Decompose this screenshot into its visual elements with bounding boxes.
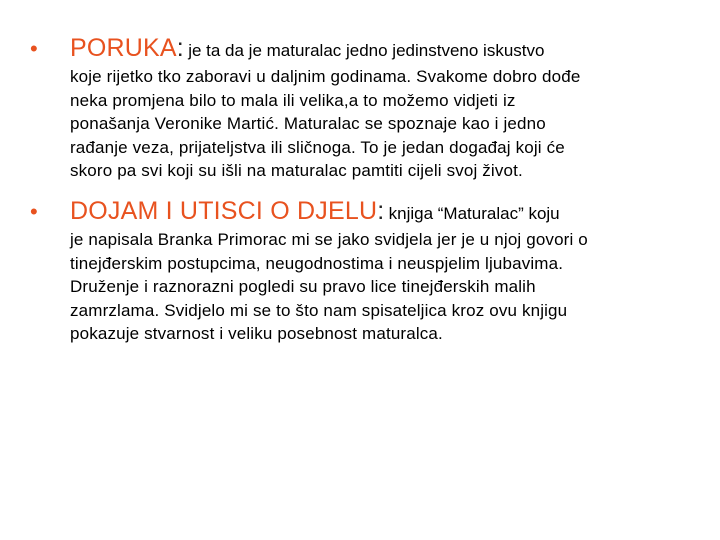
heading-colon: : (377, 197, 385, 225)
heading-colon: : (176, 34, 184, 62)
section-lead-text: knjiga “Maturalac” koju (388, 204, 560, 223)
section-body (30, 65, 690, 183)
body-line: skoro pa svi koji su išli na maturalac pamtiti cijeli svoj život. (70, 161, 523, 180)
section-dojam (30, 197, 690, 346)
body-line: je napisala Branka Primorac mi se jako svidjela jer je u njoj govori o (70, 230, 588, 249)
body-line: zamrzlama. Svidjelo mi se to što nam spisateljica kroz ovu knjigu (70, 300, 568, 320)
body-line: tinejđerskim postupcima, neugodnostima i neuspjelim ljubavima. (70, 253, 564, 273)
section-lead-text: je ta da je maturalac jedno jedinstveno iskustvo (188, 41, 545, 60)
section-first-line (30, 34, 690, 63)
section-first-line (30, 197, 690, 226)
section-heading: DOJAM I UTISCI O DJELU (70, 197, 378, 225)
bullet-icon: • (30, 36, 38, 61)
body-line: pokazuje stvarnost i veliku posebnost maturalca. (70, 324, 443, 343)
body-line: neka promjena bilo to mala ili velika,a to možemo vidjeti iz (70, 90, 516, 110)
body-line: ponašanja Veronike Martić. Maturalac se spoznaje kao i jedno (70, 114, 546, 133)
bullet-icon: • (30, 199, 38, 224)
body-line: rađanje veza, prijateljstva ili sličnoga. To je jedan događaj koji će (70, 137, 565, 157)
body-line: koje rijetko tko zaboravi u daljnim godinama. Svakome dobro dođe (70, 67, 581, 86)
section-body (30, 228, 690, 346)
section-heading: PORUKA (70, 34, 177, 62)
section-poruka (30, 34, 690, 183)
body-line: Druženje i raznorazni pogledi su pravo lice tinejđerskih malih (70, 277, 536, 296)
